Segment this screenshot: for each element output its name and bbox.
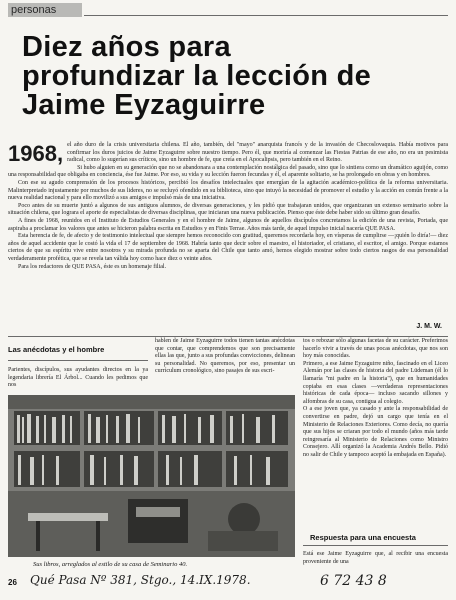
column-2-text: hablen de Jaime Eyzaguirre todos tienen tantas anécdotas que contar, que comprendemos que son precisamente ellas las que, junto a sus profundas convicciones, delinean su personalidad. No queremos, por eso, presentar un currículum cronológico, sino pasajes de sus escri- xyxy=(155,338,295,375)
column-3-continuation: Está ese Jaime Eyzaguirre que, al recibir una encuesta proveniente de una xyxy=(303,551,448,565)
column-1-text: Parientes, discípulos, sus ayudantes directos en la ya legendaria librería El Árbol... Cuando les pedimos que nos xyxy=(8,367,148,389)
intro-paragraph: el año duro de la crisis universitaria chilena. El año, también, del "mayo" anarquista francés y de la invasión de Checoslovaquia. Había motivos para confirmar los duros juicios de Jaime Eyzaguirre sobre nuestro tiempo. Pero él, que moriría al comenzar las Fiestas Patrias de ese año, no era un pesimista radical, como lo sugerían sus críticos, sino un hombre de fe, que creía en el Apocalipsis, pero también en el Reino. xyxy=(67,142,448,164)
page-footer xyxy=(8,573,448,595)
intro-paragraph: Esta herencia de fe, de afecto y de testimonio intelectual que siempre hemos reconocido con gratitud, queremos recordarla hoy, en vísperas de cumplirse —¡quién lo diría!— diez años de aquel accidente que le costó la vida el 17 de septiembre de 1968. Habría tanto que decir sobre el maestro, el historiador, el cristiano, el escritor, el amigo. Porque estamos ciertos de que su espíritu vive entre nosotros y su mirada profunda no se aparta del Chile que tanto amó, hemos elegido mostrar sobre todo ciertos rasgos de esa personalidad verdaderamente profética, que se revela tan válida hoy como hace diez o veinte años. xyxy=(8,233,448,262)
intro-paragraph: Con ese su agudo comprensión de los procesos históricos, percibió los desafíos intelectuales que emergían de la agitación académico-política de la reforma universitaria. Malinterpretado injustamente por muchos de sus lideres, no se recluyó ofendido en su biblioteca, sino que intuyó la necesidad de promover el estudio y la acción en común frente a la nueva realidad nacional y para ello movilizó a sus amigos e impulsó más de una iniciativa. xyxy=(8,179,448,202)
survey-heading: Respuesta para una encuesta xyxy=(310,533,416,542)
section-tag xyxy=(8,3,82,17)
section-label: personas xyxy=(11,4,57,16)
heading-rule xyxy=(8,360,148,361)
headline-line-1: Diez años para xyxy=(22,31,231,63)
page-number: 26 xyxy=(8,578,17,587)
intro-paragraph: A fines de 1968, reunidos en el Instituto de Estudios Generales y en el hombre de Jaime, algunos de aquellos discípulos concretamos la edición de una revista, Portada, que aspiraba a proclamar los valores que antes se hicieron palabra escrita en Estudios y en Finis Terrae. Años más tarde, de aquel impulso inicial nacería QUE PASA. xyxy=(8,217,448,232)
bookshelf-photo xyxy=(8,395,295,557)
signature: J. M. W. xyxy=(416,323,442,330)
handwritten-note: Qué Pasa Nº 381, Stgo., 14.IX.1978. xyxy=(30,573,251,587)
column-3-body: tos o rebozar sólo algunas facetas de su carácter. Preferimos hacerlo vivir a través de unas pocas anécdotas, que nos son hoy más conocidas. Primero, a ese Jaime Eyzaguirre niño, fascinado en el Liceo Alemán por las clases de historia del padre Lüdeman (él lo llamaría "mi padre en la historia"), que en humanidades copiaba en esas clases —verdaderas representaciones históricas de cada época— incluso sacando sillones y alfombras de su casa, contigua al colegio. O a ese joven que, ya casado y ante la responsabilidad de convertirse en padre, dejó un cargo que tenía en el Ministerio de Relaciones Exteriores. Como decía, no quería que sus hijos se criaran por todo el mundo (años más tarde reingresaría al Ministerio de Relaciones como Ministro Consejero. Allí organizó la Academia Andrés Bello. Pidió no salir de Chile y tampoco aceptó la embajada en España). xyxy=(303,338,448,458)
top-rule xyxy=(84,15,448,16)
intro-text xyxy=(8,142,448,271)
dateline: 1968, xyxy=(8,141,64,166)
handwritten-code: 6 72 43 8 xyxy=(320,573,387,589)
photo-caption: Sus libros, arreglados al estilo de su casa de Seminario 40. xyxy=(33,561,188,568)
intro-paragraph: Si hubo alguien en su generación que no se abandonara a una contemplación nostálgica del pasado, sino que lo sintiera como un dramático aguijón, como una responsabilidad que obligaba en conciencia, ése fue Jaime. Por eso, su vida y su lección fueron fecundas y él, el aparente solitario, se ha prolongado en obras y en hombres. xyxy=(8,164,448,179)
anecdotes-heading: Las anécdotas y el hombre xyxy=(8,345,105,354)
section-rule xyxy=(8,336,448,337)
intro-paragraph: Poco antes de su muerte juntó a algunos de sus antiguos alumnos, de diversas generaciones, y les pidió que trabajaran unidos, que organizaran un extenso seminario sobre la situación chilena, que lograra el aporte de especialistas de diversas disciplinas, que iniciaran una nueva publicación. Pienso que éste debe haber sido su último gran desafío. xyxy=(8,202,448,217)
intro-paragraph: Para los redactores de QUE PASA, éste es un homenaje filial. xyxy=(18,263,167,270)
column-3-text xyxy=(303,338,448,460)
headline xyxy=(22,33,442,120)
headline-line-3: Jaime Eyzaguirre xyxy=(22,89,266,121)
survey-rule xyxy=(303,545,448,546)
headline-line-2: profundizar la lección de xyxy=(22,60,372,92)
bookshelf-image xyxy=(8,395,295,557)
